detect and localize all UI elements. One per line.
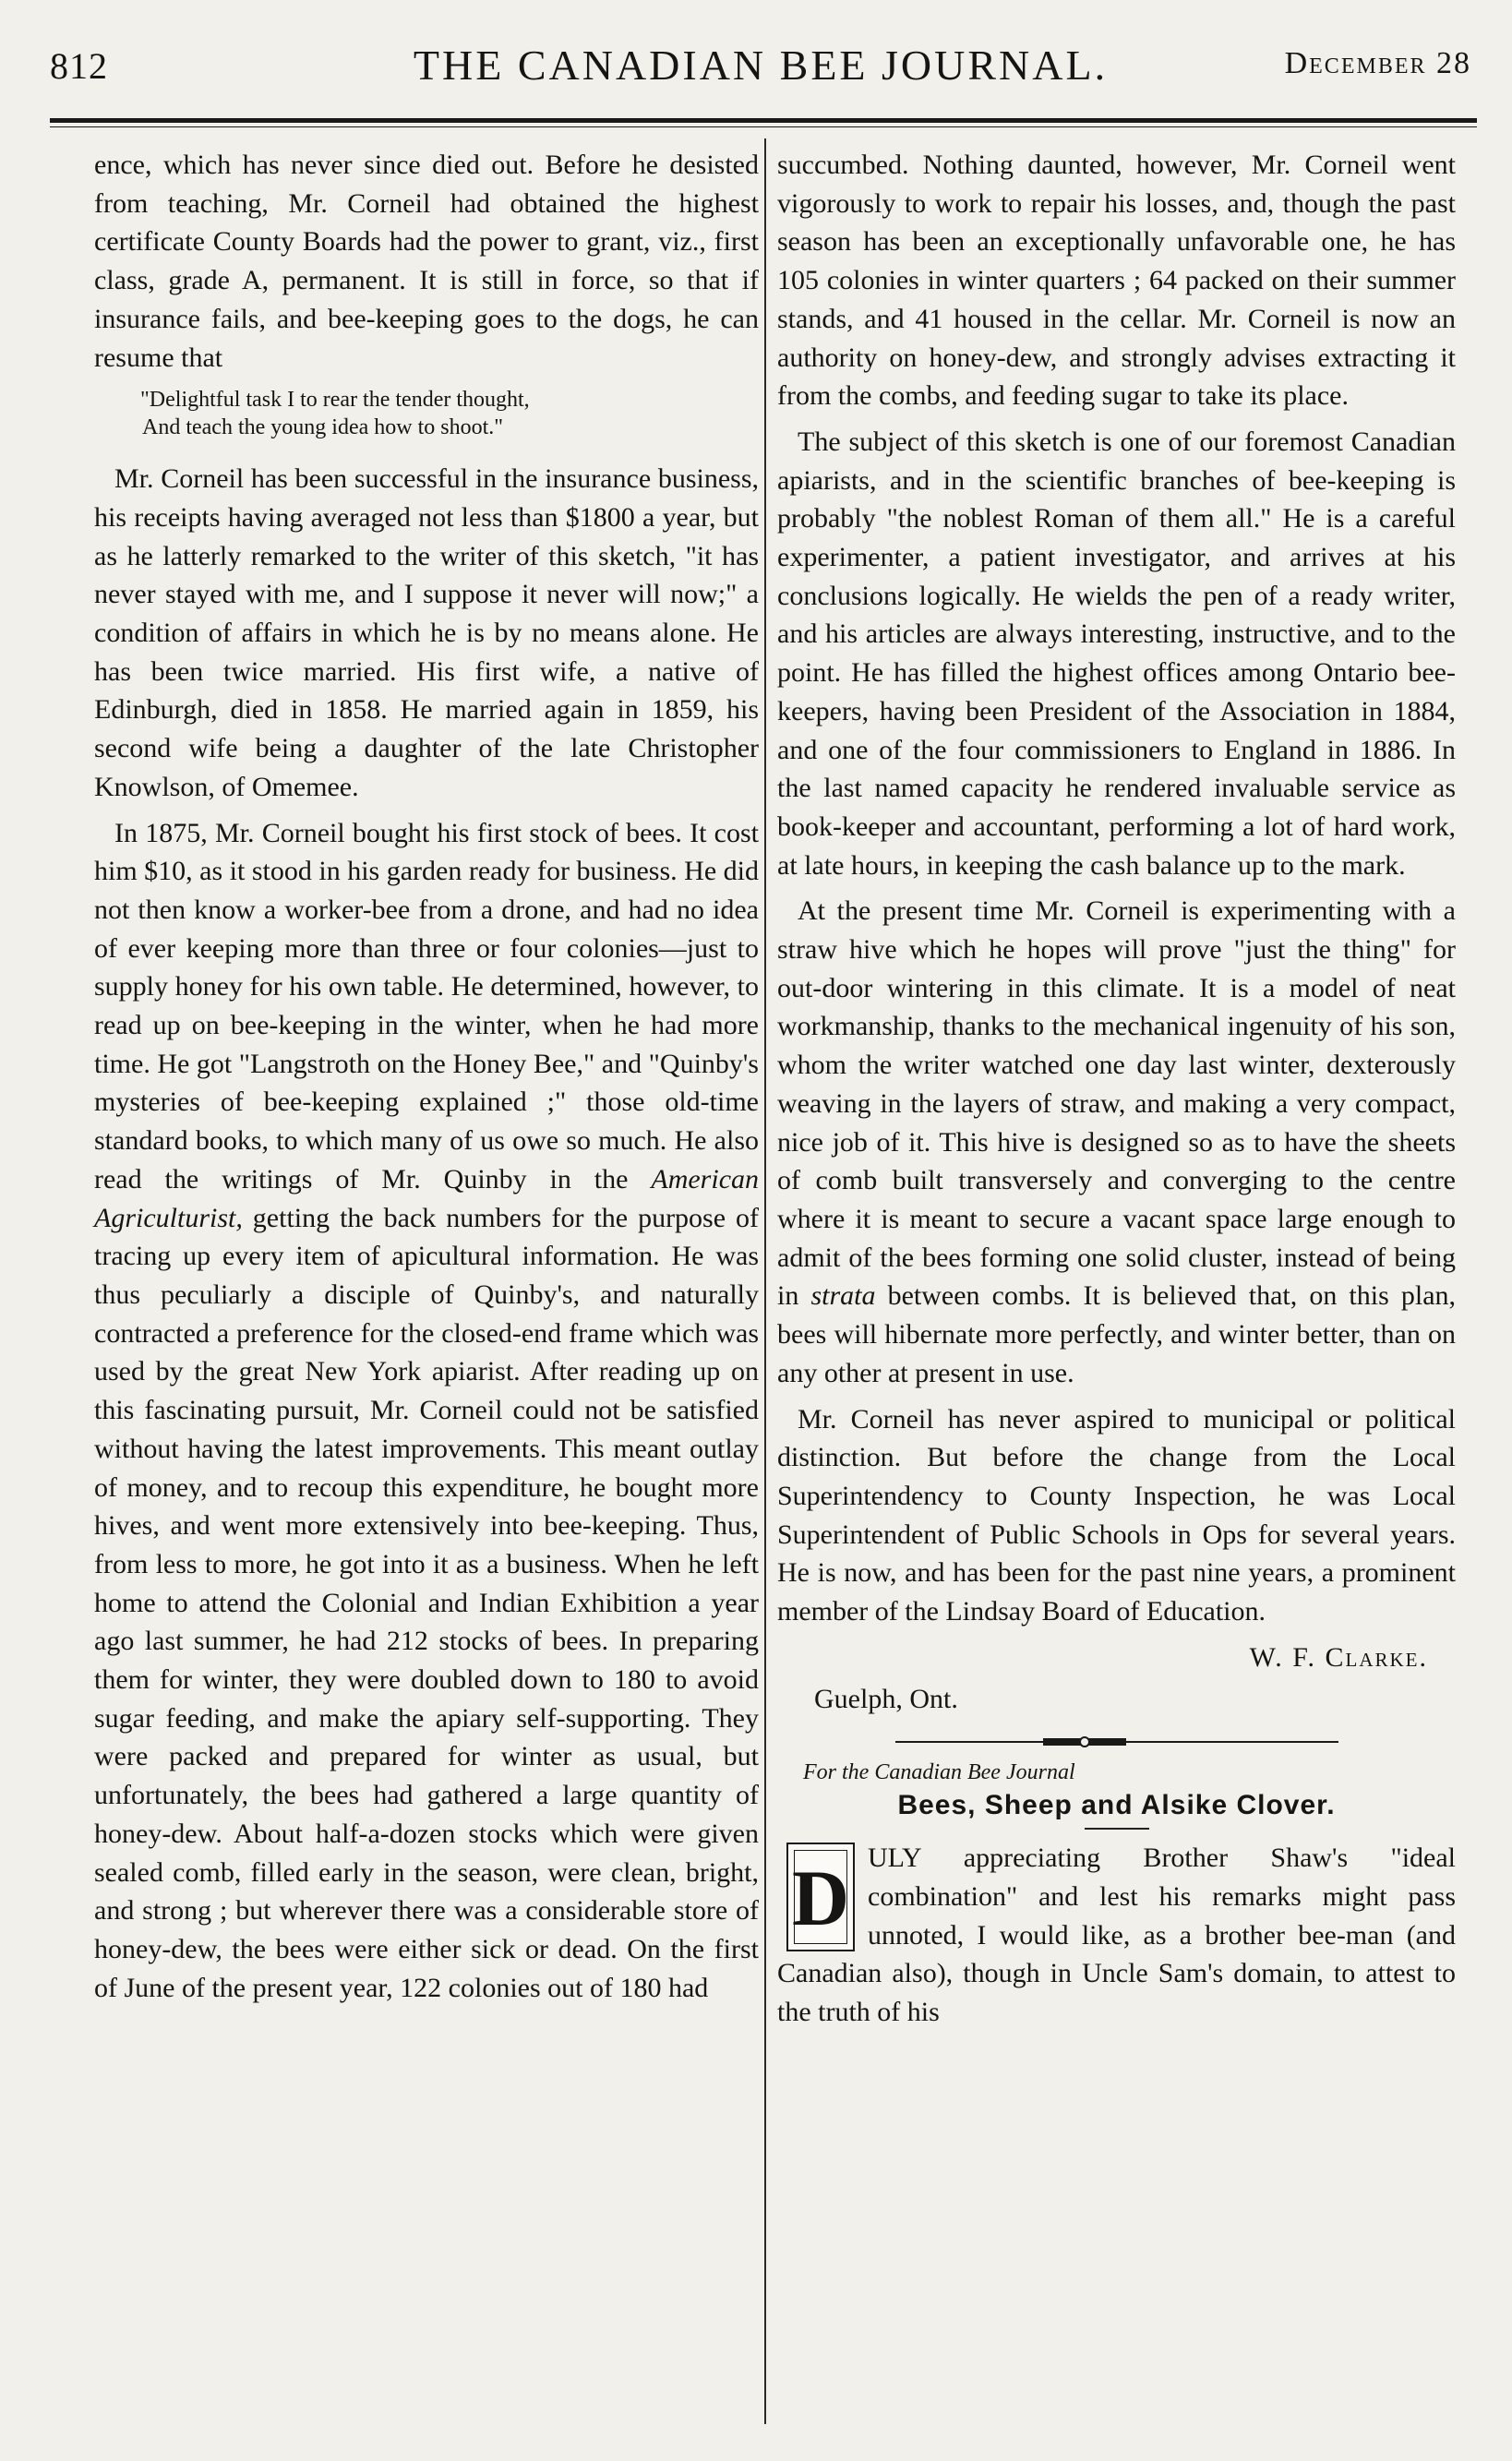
paragraph-text: between combs. It is believed that, on this plan, bees will hibernate more perfectly, and winter better, than on any other at present in use.: [777, 1280, 1457, 1388]
right-column: [777, 146, 1456, 2032]
italic-title: American Agriculturist,: [94, 1163, 760, 1233]
paragraph: The subject of this sketch is one of our foremost Canadian apiarists, and in the scientific branches of bee-keeping is probably "the noblest Roman of them all." He is a careful experimenter, a patient investigator, and arrives at his conclusions logically. He wields the pen of a ready writer, and his articles are always interesting, instructive, and to the point. He has filled the highest offices among Ontario bee-keepers, having been President of the Association in 1884, and one of the four commissioners to England in 1886. In the last named capacity he rendered invaluable service as book-keeper and accountant, performing a lot of hard work, at late hours, in keeping the cash balance up to the mark.: [777, 426, 1456, 881]
paragraph: ULY appreciating Brother Shaw's "ideal combination" and lest his remarks might pass unnoted, I would like, as a brother bee-man (and Canadian also), though in Uncle Sam's domain, to attest to the truth of his: [777, 1843, 1456, 2027]
paragraph: ence, which has never since died out. Before he desisted from teaching, Mr. Corneil had obtained the highest certificate County Boards had the power to grant, viz., first class, grade A, permanent. It is still in force, so that if insurance fails, and bee-keeping goes to the dogs, he can resume that: [94, 150, 759, 373]
issue-date: December 28: [1284, 46, 1471, 80]
paragraph: [94, 814, 759, 2008]
paragraph-text: At the present time Mr. Corneil is experimenting with a straw hive which he hopes will prove "just the thing" for out-door wintering in this climate. It is a model of neat workmanship, thanks to the mechanical ingenuity of his son, whom the writer watched one day last winter, dexterously weaving in the layers of straw, and making a very compact, nice job of it. This hive is designed so as to have the sheets of comb built transversely and converging to the centre where it is meant to secure a vacant space large enough to admit of the bees forming one solid cluster, instead of being in: [777, 895, 1456, 1312]
article-opening: [777, 1839, 1456, 2032]
header-rule-thick: [50, 118, 1477, 123]
heading-rule: [1085, 1828, 1149, 1830]
quote-line: And teach the young idea how to shoot.": [142, 415, 504, 440]
author-signature: W. F. Clarke.: [1249, 1641, 1428, 1673]
italic-term: strata: [810, 1280, 876, 1312]
verse-quote: [140, 386, 759, 441]
left-column: [94, 146, 759, 2007]
paragraph-text: In 1875, Mr. Corneil bought his first stock of bees. It cost him $10, as it stood in his garden ready for business. He did not then know a worker-bee from a drone, and had no idea of ever keeping more than three or four colonies—just to supply honey for his own table. He determined, however, to read up on bee-keeping in the winter, when he had more time. He got "Langstroth on the Honey Bee," and "Quinby's mysteries of bee-keeping explained ;" those old-time standard books, to which many of us owe so much. He also read the writings of Mr. Quinby in the: [94, 817, 759, 1194]
section-ornament: [877, 1735, 1357, 1748]
paragraph-text: getting the back numbers for the purpose of tracing up every item of apicultural information. He was thus peculiarly a disciple of Quinby's, and naturally contracted a preference for the closed-end frame which was used by the great New York apiarist. After reading up on this fascinating pursuit, Mr. Corneil could not be satisfied without having the latest improvements. This meant outlay of money, and to recoup this expenditure, he bought more hives, and went more extensively into bee-keeping. Thus, from less to more, he got into it as a business. When he left home to attend the Colonial and Indian Exhibition a year ago last summer, he had 212 stocks of bees. In preparing them for winter, they were doubled down to 180 to avoid sugar feeding, and make the apiary self-supporting. They were packed and prepared for winter as usual, but unfortunately, the bees had gathered a large quantity of honey-dew. About half-a-dozen stocks which were given sealed comb, filled early in the season, were clean, bright, and strong ; but wherever there was a considerable store of honey-dew, the bees were either sick or dead. On the first of June of the present year, 122 colonies out of 180 had: [94, 1202, 759, 2003]
page-header: [50, 41, 1471, 105]
header-rule-thin: [50, 126, 1477, 127]
column-divider: [764, 138, 766, 2424]
paragraph: [777, 892, 1456, 1392]
author-location: Guelph, Ont.: [814, 1684, 958, 1715]
journal-title: THE CANADIAN BEE JOURNAL.: [413, 42, 1109, 89]
paragraph: succumbed. Nothing daunted, however, Mr. Corneil went vigorously to work to repair his losses, and, though the past season has been an exceptionally unfavorable one, he has 105 colonies in winter quarters ; 64 packed on their summer stands, and 41 housed in the cellar. Mr. Corneil is now an authority on honey-dew, and strongly advises extracting it from the combs, and feeding sugar to take its place.: [777, 150, 1456, 412]
dropcap-letter: [786, 1843, 855, 1951]
quote-line: "Delightful task I to rear the tender thought,: [140, 388, 530, 413]
dropcap-text: D: [791, 1854, 850, 1943]
page-number: 812: [50, 45, 108, 87]
paragraph: Mr. Corneil has never aspired to municipal or political distinction. But before the change from the Local Superintendency to County Inspection, he was Local Superintendent of Public Schools in Ops for several years. He is now, and has been for the past nine years, a prominent member of the Lindsay Board of Education.: [777, 1403, 1456, 1627]
source-line: For the Canadian Bee Journal: [803, 1760, 1075, 1785]
paragraph: Mr. Corneil has been successful in the insurance business, his receipts having averaged not less than $1800 a year, but as he latterly remarked to the writer of this sketch, "it has never stayed with me, and I suppose it never will now;" a condition of affairs in which he is by no means alone. He has been twice married. His first wife, a native of Edinburgh, died in 1858. He married again in 1859, his second wife being a daughter of the late Christopher Knowlson, of Omemee.: [94, 463, 759, 802]
article-heading: Bees, Sheep and Alsike Clover.: [897, 1790, 1336, 1821]
